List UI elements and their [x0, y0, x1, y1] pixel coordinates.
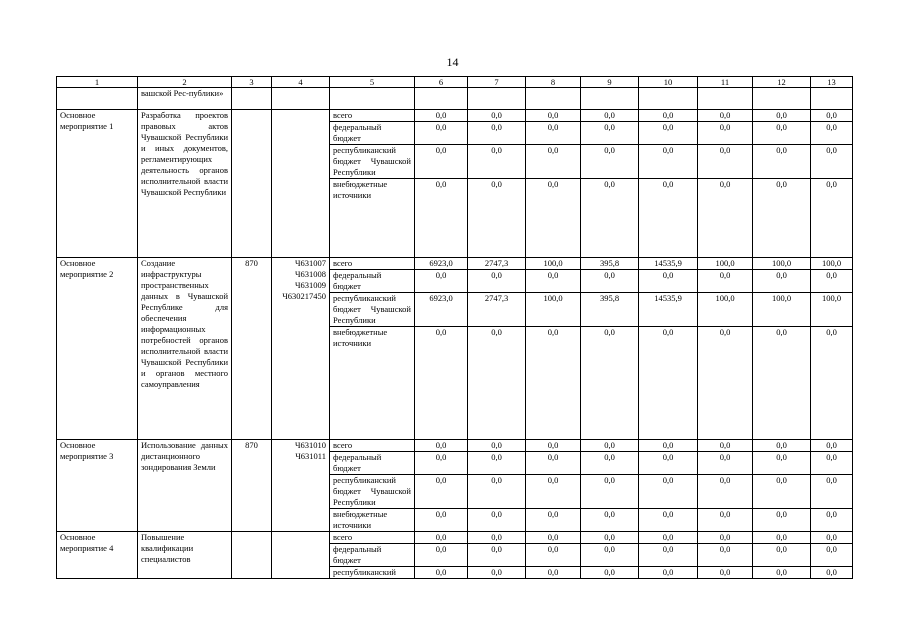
amount-cell: 0,0	[415, 544, 468, 567]
empty-cell	[581, 88, 639, 110]
amount-cell: 0,0	[468, 270, 526, 293]
budget-codes	[272, 532, 330, 579]
column-number: 6	[415, 77, 468, 88]
amount-cell: 0,0	[526, 270, 581, 293]
amount-cell: 0,0	[581, 567, 639, 579]
amount-cell: 0,0	[698, 270, 753, 293]
amount-cell: 0,0	[698, 567, 753, 579]
grbs-code	[232, 532, 272, 579]
amount-cell: 0,0	[753, 440, 811, 452]
amount-cell: 100,0	[753, 258, 811, 270]
amount-cell: 395,8	[581, 258, 639, 270]
amount-cell: 0,0	[526, 179, 581, 258]
empty-cell	[330, 88, 415, 110]
amount-cell: 0,0	[698, 327, 753, 440]
table-row	[57, 258, 853, 270]
amount-cell: 0,0	[581, 122, 639, 145]
continuation-name: вашской Рес-публики»	[138, 88, 232, 110]
amount-cell: 100,0	[753, 293, 811, 327]
amount-cell: 0,0	[753, 567, 811, 579]
event-name: Использование данных дистанционного зондирования Земли	[138, 440, 232, 532]
funding-source: федеральный бюджет	[330, 544, 415, 567]
amount-cell: 0,0	[468, 567, 526, 579]
funding-source: республиканский бюджет Чувашской Республики	[330, 475, 415, 509]
amount-cell: 0,0	[811, 532, 853, 544]
amount-cell: 0,0	[639, 509, 698, 532]
header-row	[57, 77, 853, 88]
column-number: 8	[526, 77, 581, 88]
column-number: 4	[272, 77, 330, 88]
amount-cell: 0,0	[415, 110, 468, 122]
amount-cell: 0,0	[526, 475, 581, 509]
table-row	[57, 532, 853, 544]
amount-cell: 0,0	[526, 452, 581, 475]
column-number: 9	[581, 77, 639, 88]
amount-cell: 0,0	[581, 440, 639, 452]
column-number: 5	[330, 77, 415, 88]
amount-cell: 0,0	[415, 475, 468, 509]
amount-cell: 0,0	[753, 122, 811, 145]
amount-cell: 0,0	[811, 179, 853, 258]
amount-cell: 0,0	[698, 475, 753, 509]
empty-cell	[415, 88, 468, 110]
budget-code: Ч631011	[295, 451, 326, 461]
column-number: 13	[811, 77, 853, 88]
empty-cell	[526, 88, 581, 110]
amount-cell: 0,0	[698, 122, 753, 145]
amount-cell: 0,0	[639, 122, 698, 145]
amount-cell: 0,0	[526, 567, 581, 579]
amount-cell: 0,0	[639, 544, 698, 567]
amount-cell: 0,0	[415, 145, 468, 179]
amount-cell: 0,0	[753, 179, 811, 258]
amount-cell: 0,0	[468, 452, 526, 475]
amount-cell: 0,0	[581, 452, 639, 475]
amount-cell: 0,0	[581, 270, 639, 293]
amount-cell: 0,0	[526, 122, 581, 145]
amount-cell: 0,0	[526, 509, 581, 532]
amount-cell: 0,0	[698, 544, 753, 567]
empty-cell	[272, 88, 330, 110]
amount-cell: 0,0	[581, 327, 639, 440]
budget-code: Ч631010	[294, 440, 326, 450]
amount-cell: 0,0	[698, 509, 753, 532]
amount-cell: 2747,3	[468, 258, 526, 270]
amount-cell: 0,0	[415, 122, 468, 145]
amount-cell: 0,0	[811, 544, 853, 567]
amount-cell: 0,0	[753, 327, 811, 440]
amount-cell: 0,0	[639, 327, 698, 440]
funding-source: всего	[330, 258, 415, 270]
amount-cell: 0,0	[753, 452, 811, 475]
funding-source: республиканский бюджет Чувашской Республики	[330, 145, 415, 179]
amount-cell: 0,0	[698, 179, 753, 258]
funding-source: всего	[330, 110, 415, 122]
amount-cell: 0,0	[639, 270, 698, 293]
budget-codes	[272, 110, 330, 258]
grbs-code	[232, 110, 272, 258]
column-number: 12	[753, 77, 811, 88]
amount-cell: 0,0	[753, 270, 811, 293]
amount-cell: 0,0	[581, 179, 639, 258]
budget-code: Ч630217450	[282, 291, 326, 301]
amount-cell: 0,0	[639, 567, 698, 579]
amount-cell: 14535,9	[639, 293, 698, 327]
table-row	[57, 110, 853, 122]
amount-cell: 100,0	[811, 293, 853, 327]
amount-cell: 0,0	[811, 452, 853, 475]
event-name: Повышение квалификации специалистов	[138, 532, 232, 579]
continuation-row	[57, 88, 853, 110]
event-name: Разработка проектов правовых актов Чувашской Республики и иных документов, регламентирующих деятельность органов исполнительной власти Чувашской Республики	[138, 110, 232, 258]
amount-cell: 0,0	[811, 509, 853, 532]
amount-cell: 0,0	[468, 179, 526, 258]
amount-cell: 0,0	[526, 532, 581, 544]
amount-cell: 0,0	[526, 544, 581, 567]
amount-cell: 0,0	[526, 145, 581, 179]
amount-cell: 0,0	[468, 440, 526, 452]
amount-cell: 100,0	[698, 258, 753, 270]
amount-cell: 0,0	[526, 110, 581, 122]
amount-cell: 100,0	[811, 258, 853, 270]
amount-cell: 0,0	[639, 475, 698, 509]
amount-cell: 0,0	[415, 567, 468, 579]
column-number: 2	[138, 77, 232, 88]
amount-cell: 0,0	[415, 270, 468, 293]
funding-source: федеральный бюджет	[330, 270, 415, 293]
empty-cell	[468, 88, 526, 110]
amount-cell: 0,0	[753, 475, 811, 509]
amount-cell: 0,0	[698, 440, 753, 452]
column-number: 10	[639, 77, 698, 88]
amount-cell: 0,0	[698, 110, 753, 122]
amount-cell: 100,0	[526, 293, 581, 327]
funding-source: внебюджетные источники	[330, 327, 415, 440]
budget-code: Ч631008	[294, 269, 326, 279]
amount-cell: 0,0	[526, 440, 581, 452]
amount-cell: 395,8	[581, 293, 639, 327]
event-label: Основное мероприятие 4	[57, 532, 138, 579]
event-label: Основное мероприятие 1	[57, 110, 138, 258]
amount-cell: 6923,0	[415, 293, 468, 327]
funding-source: федеральный бюджет	[330, 452, 415, 475]
empty-cell	[639, 88, 698, 110]
empty-cell	[753, 88, 811, 110]
empty-cell	[232, 88, 272, 110]
amount-cell: 0,0	[639, 110, 698, 122]
amount-cell: 100,0	[526, 258, 581, 270]
amount-cell: 0,0	[581, 544, 639, 567]
amount-cell: 0,0	[415, 179, 468, 258]
amount-cell: 0,0	[698, 145, 753, 179]
amount-cell: 0,0	[753, 532, 811, 544]
amount-cell: 0,0	[468, 145, 526, 179]
funding-source: федеральный бюджет	[330, 122, 415, 145]
table-body	[57, 77, 853, 579]
amount-cell: 0,0	[468, 122, 526, 145]
budget-codes	[272, 258, 330, 440]
amount-cell: 0,0	[753, 509, 811, 532]
event-name: Создание инфраструктуры пространственных данных в Чувашской Республике для обеспечения информационных потребностей органов исполнительной власти Чувашской Республики и органов местного самоуправления	[138, 258, 232, 440]
amount-cell: 0,0	[811, 270, 853, 293]
amount-cell: 0,0	[639, 532, 698, 544]
empty-cell	[698, 88, 753, 110]
amount-cell: 0,0	[811, 327, 853, 440]
amount-cell: 6923,0	[415, 258, 468, 270]
amount-cell: 0,0	[468, 110, 526, 122]
amount-cell: 0,0	[639, 440, 698, 452]
amount-cell: 0,0	[526, 327, 581, 440]
amount-cell: 0,0	[639, 179, 698, 258]
funding-source: внебюджетные источники	[330, 509, 415, 532]
amount-cell: 0,0	[468, 327, 526, 440]
amount-cell: 0,0	[581, 145, 639, 179]
amount-cell: 0,0	[811, 440, 853, 452]
amount-cell: 0,0	[811, 567, 853, 579]
amount-cell: 0,0	[415, 327, 468, 440]
amount-cell: 0,0	[468, 475, 526, 509]
amount-cell: 0,0	[468, 532, 526, 544]
funding-source: всего	[330, 440, 415, 452]
amount-cell: 0,0	[581, 110, 639, 122]
amount-cell: 0,0	[581, 532, 639, 544]
funding-source: всего	[330, 532, 415, 544]
empty-cell	[57, 88, 138, 110]
column-number: 3	[232, 77, 272, 88]
event-label: Основное мероприятие 2	[57, 258, 138, 440]
event-label: Основное мероприятие 3	[57, 440, 138, 532]
amount-cell: 0,0	[811, 475, 853, 509]
grbs-code: 870	[232, 258, 272, 440]
funding-source: внебюджетные источники	[330, 179, 415, 258]
amount-cell: 0,0	[753, 110, 811, 122]
amount-cell: 0,0	[753, 145, 811, 179]
budget-code: Ч631009	[294, 280, 326, 290]
amount-cell: 0,0	[698, 452, 753, 475]
amount-cell: 0,0	[581, 475, 639, 509]
amount-cell: 0,0	[415, 452, 468, 475]
amount-cell: 0,0	[468, 509, 526, 532]
column-number: 11	[698, 77, 753, 88]
amount-cell: 0,0	[415, 440, 468, 452]
page-number: 14	[446, 55, 459, 69]
amount-cell: 2747,3	[468, 293, 526, 327]
amount-cell: 0,0	[639, 145, 698, 179]
empty-cell	[811, 88, 853, 110]
amount-cell: 14535,9	[639, 258, 698, 270]
column-number: 1	[57, 77, 138, 88]
amount-cell: 0,0	[753, 544, 811, 567]
funding-source: республиканский бюджет Чувашской Республики	[330, 293, 415, 327]
amount-cell: 0,0	[811, 122, 853, 145]
amount-cell: 0,0	[415, 509, 468, 532]
budget-codes	[272, 440, 330, 532]
column-number: 7	[468, 77, 526, 88]
financing-table	[56, 76, 853, 579]
amount-cell: 0,0	[581, 509, 639, 532]
amount-cell: 0,0	[639, 452, 698, 475]
amount-cell: 100,0	[698, 293, 753, 327]
table-row	[57, 440, 853, 452]
amount-cell: 0,0	[698, 532, 753, 544]
amount-cell: 0,0	[811, 110, 853, 122]
grbs-code: 870	[232, 440, 272, 532]
funding-source: республиканский	[330, 567, 415, 579]
budget-code: Ч631007	[294, 258, 326, 268]
amount-cell: 0,0	[811, 145, 853, 179]
amount-cell: 0,0	[468, 544, 526, 567]
amount-cell: 0,0	[415, 532, 468, 544]
